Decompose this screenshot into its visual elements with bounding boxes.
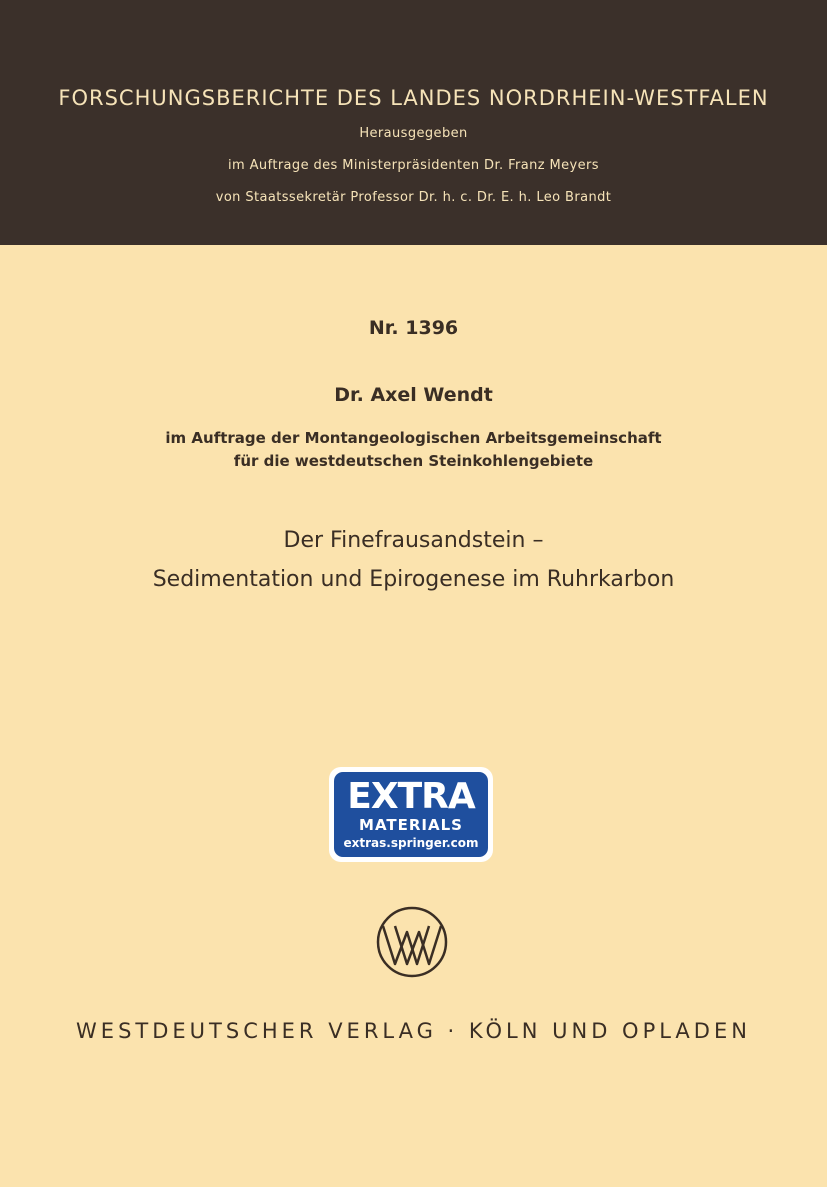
book-title bbox=[0, 521, 827, 599]
book-title-line-2: Sedimentation und Epirogenese im Ruhrkarbon bbox=[152, 567, 675, 592]
series-header bbox=[0, 0, 827, 245]
editor-line-3: von Staatssekretär Professor Dr. h. c. Dr. E. h. Leo Brandt bbox=[215, 190, 612, 205]
publisher-logo-icon bbox=[374, 904, 450, 980]
badge-extra-text: EXTRA bbox=[347, 776, 475, 817]
editor-line-2: im Auftrage des Ministerpräsidenten Dr. Franz Meyers bbox=[228, 158, 599, 173]
commission-text bbox=[0, 427, 827, 473]
report-number: Nr. 1396 bbox=[368, 317, 459, 339]
editor-line-1: Herausgegeben bbox=[359, 126, 468, 141]
extra-materials-badge-inner bbox=[334, 772, 488, 857]
series-title: FORSCHUNGSBERICHTE DES LANDES NORDRHEIN-WESTFALEN bbox=[58, 86, 769, 110]
author-name: Dr. Axel Wendt bbox=[334, 384, 493, 406]
book-title-line-1: Der Finefrausandstein – bbox=[283, 528, 544, 553]
publisher-imprint: WESTDEUTSCHER VERLAG · KÖLN UND OPLADEN bbox=[76, 1019, 751, 1043]
badge-materials-text: MATERIALS bbox=[359, 816, 463, 834]
extra-materials-badge[interactable] bbox=[329, 767, 493, 862]
commission-line-2: für die westdeutschen Steinkohlengebiete bbox=[233, 452, 594, 470]
badge-url-text: extras.springer.com bbox=[343, 836, 479, 850]
commission-line-1: im Auftrage der Montangeologischen Arbeitsgemeinschaft bbox=[165, 429, 662, 447]
